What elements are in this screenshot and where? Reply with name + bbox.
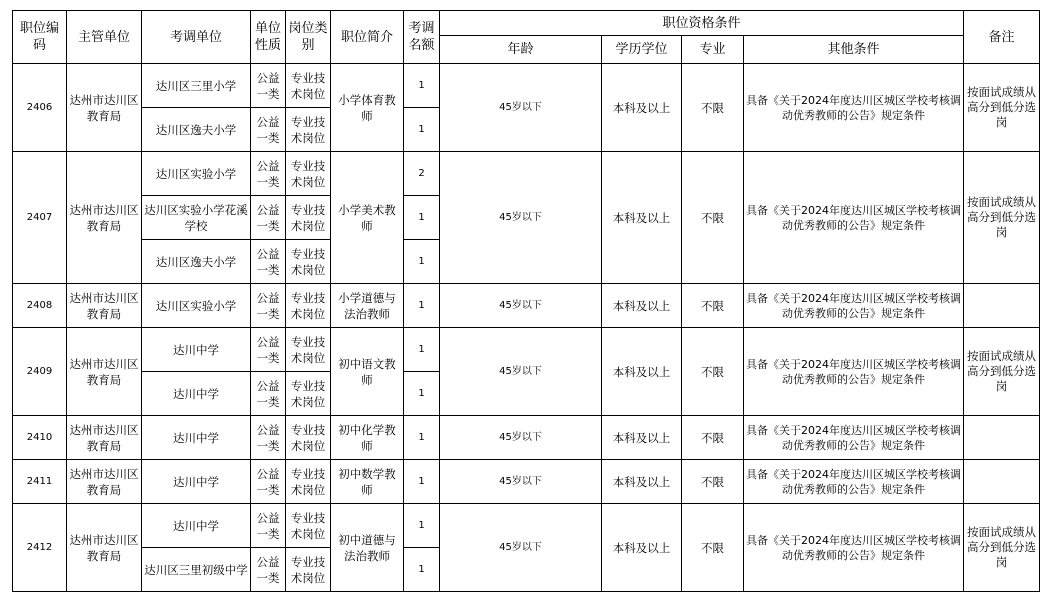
education-cell: 本科及以上 <box>602 152 682 284</box>
header-dept: 主管单位 <box>67 11 142 64</box>
header-code: 职位编码 <box>13 11 67 64</box>
department-cell: 达州市达川区教育局 <box>67 504 142 592</box>
position-code: 2410 <box>13 416 67 460</box>
department-cell: 达州市达川区教育局 <box>67 64 142 152</box>
department-cell: 达州市达川区教育局 <box>67 284 142 328</box>
age-cell: 45岁以下 <box>440 64 602 152</box>
education-cell: 本科及以上 <box>602 284 682 328</box>
quota-cell: 1 <box>404 196 440 240</box>
category-cell: 专业技术岗位 <box>286 240 331 284</box>
category-cell: 专业技术岗位 <box>286 64 331 108</box>
education-cell: 本科及以上 <box>602 416 682 460</box>
position-code: 2408 <box>13 284 67 328</box>
nature-cell: 公益一类 <box>251 460 286 504</box>
department-cell: 达州市达川区教育局 <box>67 460 142 504</box>
unit-cell: 达川中学 <box>142 372 251 416</box>
position-code: 2412 <box>13 504 67 592</box>
category-cell: 专业技术岗位 <box>286 460 331 504</box>
header-category: 岗位类别 <box>286 11 331 64</box>
other-conditions-cell: 具备《关于2024年度达川区城区学校考核调动优秀教师的公告》规定条件 <box>744 152 964 284</box>
header-nature: 单位性质 <box>251 11 286 64</box>
unit-cell: 达川区逸夫小学 <box>142 108 251 152</box>
quota-cell: 1 <box>404 460 440 504</box>
position-code: 2411 <box>13 460 67 504</box>
quota-cell: 1 <box>404 108 440 152</box>
category-cell: 专业技术岗位 <box>286 196 331 240</box>
nature-cell: 公益一类 <box>251 328 286 372</box>
other-conditions-cell: 具备《关于2024年度达川区城区学校考核调动优秀教师的公告》规定条件 <box>744 504 964 592</box>
unit-cell: 达川中学 <box>142 460 251 504</box>
unit-cell: 达川区三里初级中学 <box>142 548 251 592</box>
education-cell: 本科及以上 <box>602 460 682 504</box>
age-cell: 45岁以下 <box>440 504 602 592</box>
header-qualifications: 职位资格条件 <box>440 11 964 36</box>
other-conditions-cell: 具备《关于2024年度达川区城区学校考核调动优秀教师的公告》规定条件 <box>744 284 964 328</box>
table-row <box>13 460 1040 504</box>
major-cell: 不限 <box>682 152 744 284</box>
table-row <box>13 152 1040 196</box>
other-conditions-cell: 具备《关于2024年度达川区城区学校考核调动优秀教师的公告》规定条件 <box>744 460 964 504</box>
quota-cell: 1 <box>404 504 440 548</box>
position-code: 2407 <box>13 152 67 284</box>
header-unit: 考调单位 <box>142 11 251 64</box>
intro-cell: 小学美术教师 <box>331 152 404 284</box>
other-conditions-cell: 具备《关于2024年度达川区城区学校考核调动优秀教师的公告》规定条件 <box>744 64 964 152</box>
table-row <box>13 284 1040 328</box>
unit-cell: 达川中学 <box>142 504 251 548</box>
age-cell: 45岁以下 <box>440 416 602 460</box>
major-cell: 不限 <box>682 416 744 460</box>
quota-cell: 1 <box>404 328 440 372</box>
major-cell: 不限 <box>682 284 744 328</box>
position-code: 2409 <box>13 328 67 416</box>
category-cell: 专业技术岗位 <box>286 416 331 460</box>
header-other: 其他条件 <box>744 36 964 64</box>
education-cell: 本科及以上 <box>602 64 682 152</box>
major-cell: 不限 <box>682 64 744 152</box>
unit-cell: 达川区实验小学 <box>142 152 251 196</box>
intro-cell: 初中道德与法治教师 <box>331 504 404 592</box>
quota-cell: 1 <box>404 416 440 460</box>
quota-cell: 1 <box>404 372 440 416</box>
major-cell: 不限 <box>682 504 744 592</box>
header-remark: 备注 <box>964 11 1040 64</box>
quota-cell: 1 <box>404 284 440 328</box>
remark-cell <box>964 284 1040 328</box>
quota-cell: 1 <box>404 548 440 592</box>
education-cell: 本科及以上 <box>602 504 682 592</box>
quota-cell: 1 <box>404 240 440 284</box>
nature-cell: 公益一类 <box>251 108 286 152</box>
unit-cell: 达川区三里小学 <box>142 64 251 108</box>
nature-cell: 公益一类 <box>251 504 286 548</box>
header-age: 年龄 <box>440 36 602 64</box>
remark-cell: 按面试成绩从高分到低分选岗 <box>964 152 1040 284</box>
category-cell: 专业技术岗位 <box>286 372 331 416</box>
major-cell: 不限 <box>682 460 744 504</box>
nature-cell: 公益一类 <box>251 548 286 592</box>
age-cell: 45岁以下 <box>440 284 602 328</box>
header-education: 学历学位 <box>602 36 682 64</box>
unit-cell: 达川中学 <box>142 328 251 372</box>
nature-cell: 公益一类 <box>251 372 286 416</box>
unit-cell: 达川中学 <box>142 416 251 460</box>
nature-cell: 公益一类 <box>251 284 286 328</box>
unit-cell: 达川区实验小学 <box>142 284 251 328</box>
age-cell: 45岁以下 <box>440 460 602 504</box>
table-row <box>13 504 1040 548</box>
department-cell: 达州市达川区教育局 <box>67 152 142 284</box>
nature-cell: 公益一类 <box>251 416 286 460</box>
category-cell: 专业技术岗位 <box>286 328 331 372</box>
position-code: 2406 <box>13 64 67 152</box>
table-row <box>13 64 1040 108</box>
department-cell: 达州市达川区教育局 <box>67 416 142 460</box>
intro-cell: 小学道德与法治教师 <box>331 284 404 328</box>
quota-cell: 2 <box>404 152 440 196</box>
remark-cell: 按面试成绩从高分到低分选岗 <box>964 504 1040 592</box>
education-cell: 本科及以上 <box>602 328 682 416</box>
unit-cell: 达川区实验小学花溪学校 <box>142 196 251 240</box>
age-cell: 45岁以下 <box>440 328 602 416</box>
category-cell: 专业技术岗位 <box>286 108 331 152</box>
table-body <box>13 64 1040 592</box>
remark-cell: 按面试成绩从高分到低分选岗 <box>964 328 1040 416</box>
other-conditions-cell: 具备《关于2024年度达川区城区学校考核调动优秀教师的公告》规定条件 <box>744 328 964 416</box>
category-cell: 专业技术岗位 <box>286 504 331 548</box>
unit-cell: 达川区逸夫小学 <box>142 240 251 284</box>
category-cell: 专业技术岗位 <box>286 152 331 196</box>
intro-cell: 小学体育教师 <box>331 64 404 152</box>
table-row <box>13 416 1040 460</box>
category-cell: 专业技术岗位 <box>286 548 331 592</box>
nature-cell: 公益一类 <box>251 64 286 108</box>
nature-cell: 公益一类 <box>251 196 286 240</box>
category-cell: 专业技术岗位 <box>286 284 331 328</box>
header-major: 专业 <box>682 36 744 64</box>
other-conditions-cell: 具备《关于2024年度达川区城区学校考核调动优秀教师的公告》规定条件 <box>744 416 964 460</box>
header-intro: 职位简介 <box>331 11 404 64</box>
nature-cell: 公益一类 <box>251 240 286 284</box>
header-quota: 考调名额 <box>404 11 440 64</box>
nature-cell: 公益一类 <box>251 152 286 196</box>
department-cell: 达州市达川区教育局 <box>67 328 142 416</box>
quota-cell: 1 <box>404 64 440 108</box>
intro-cell: 初中化学教师 <box>331 416 404 460</box>
age-cell: 45岁以下 <box>440 152 602 284</box>
remark-cell <box>964 460 1040 504</box>
intro-cell: 初中数学教师 <box>331 460 404 504</box>
major-cell: 不限 <box>682 328 744 416</box>
position-table <box>12 10 1040 592</box>
remark-cell <box>964 416 1040 460</box>
table-row <box>13 328 1040 372</box>
remark-cell: 按面试成绩从高分到低分选岗 <box>964 64 1040 152</box>
intro-cell: 初中语文教师 <box>331 328 404 416</box>
